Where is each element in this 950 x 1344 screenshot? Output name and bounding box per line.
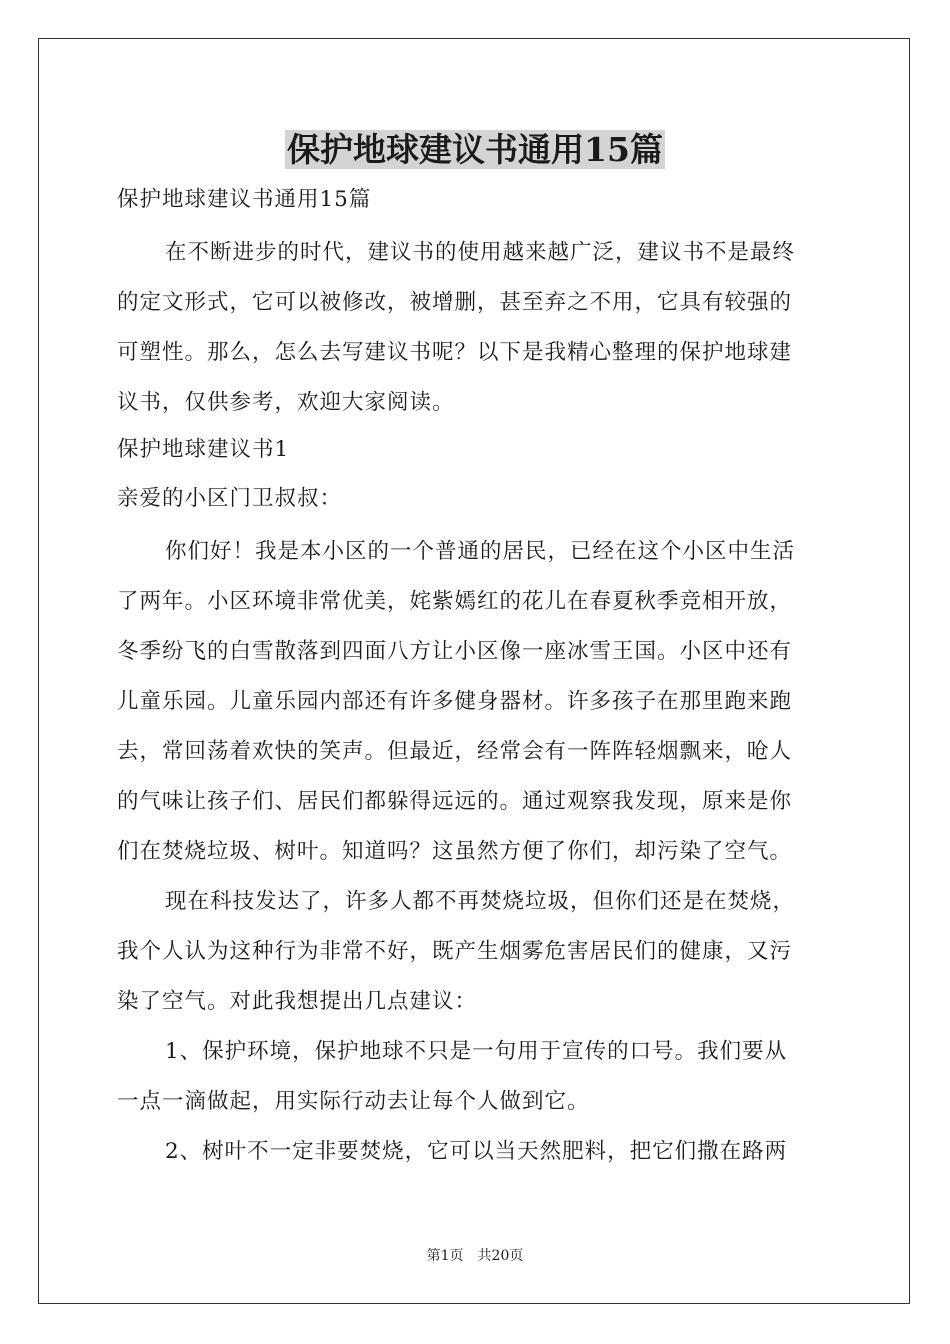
paragraph-line: 可塑性。那么，怎么去写建议书呢？以下是我精心整理的保护地球建 bbox=[117, 340, 793, 365]
paragraph-line: 的定文形式，它可以被修改，被增删，甚至弃之不用，它具有较强的 bbox=[117, 290, 793, 315]
paragraph-line: 的气味让孩子们、居民们都躲得远远的。通过观察我发现，原来是你 bbox=[117, 789, 793, 814]
suggestion-item: 1、保护环境，保护地球不只是一句用于宣传的口号。我们要从 bbox=[165, 1039, 788, 1064]
section-heading: 保护地球建议书1 bbox=[117, 437, 290, 462]
paragraph-line: 现在科技发达了，许多人都不再焚烧垃圾，但你们还是在焚烧， bbox=[165, 889, 796, 914]
paragraph-line: 我个人认为这种行为非常不好，既产生烟雾危害居民们的健康，又污 bbox=[117, 939, 793, 964]
document-title bbox=[0, 128, 950, 172]
paragraph-line: 在不断进步的时代，建议书的使用越来越广泛，建议书不是最终 bbox=[165, 240, 796, 265]
page-footer: 第1页 共20页 bbox=[426, 1248, 524, 1264]
paragraph-line: 你们好！我是本小区的一个普通的居民，已经在这个小区中生活 bbox=[165, 539, 796, 564]
subtitle-line: 保护地球建议书通用15篇 bbox=[117, 187, 372, 212]
paragraph-line: 议书，仅供参考，欢迎大家阅读。 bbox=[117, 390, 455, 415]
document-title-text: 保护地球建议书通用15篇 bbox=[287, 130, 663, 169]
paragraph-line: 们在焚烧垃圾、树叶。知道吗？这虽然方便了你们，却污染了空气。 bbox=[117, 839, 793, 864]
paragraph-line: 去，常回荡着欢快的笑声。但最近，经常会有一阵阵轻烟飘来，呛人 bbox=[117, 739, 793, 764]
paragraph-line: 一点一滴做起，用实际行动去让每个人做到它。 bbox=[117, 1089, 590, 1114]
paragraph-line: 冬季纷飞的白雪散落到四面八方让小区像一座冰雪王国。小区中还有 bbox=[117, 639, 793, 664]
suggestion-item: 2、树叶不一定非要焚烧，它可以当天然肥料，把它们撒在路两 bbox=[165, 1139, 788, 1164]
paragraph-line: 染了空气。对此我想提出几点建议： bbox=[117, 989, 478, 1014]
paragraph-line: 了两年。小区环境非常优美，姹紫嫣红的花儿在春夏秋季竞相开放， bbox=[117, 589, 793, 614]
salutation: 亲爱的小区门卫叔叔： bbox=[117, 486, 343, 511]
paragraph-line: 儿童乐园。儿童乐园内部还有许多健身器材。许多孩子在那里跑来跑 bbox=[117, 689, 793, 714]
